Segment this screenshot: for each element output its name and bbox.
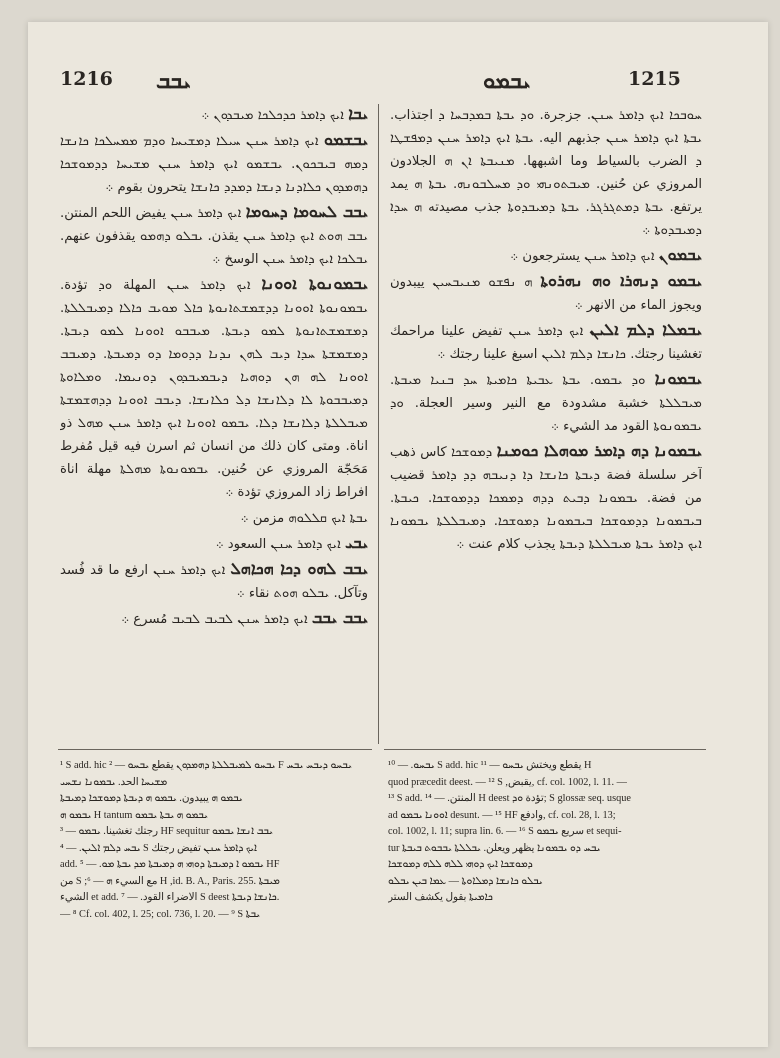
dictionary-entry: [60, 102, 368, 127]
footnote-rule-right: [384, 749, 706, 750]
entry-text: ܘܕ ܝܒܡܘ. ܝܒܬܐ ܥܒܝܬܐ ܟܐܡܝܬܐ ܚܕ ܒܢܝܐ ܡܝܒܬܐ. ܡܝܒܠܠܬܐ خشبة مشدودة مع النير وسير العجلة. ܘܕ ܝܒܡܘܢܘܬܐ القود مد الشيء ܀: [390, 373, 702, 434]
column-divider: [378, 104, 379, 744]
entry-text: ܐܝܟ ܕܐܡܪ ܚܢܢ تفيض علينا مراحمك تغشينا رجتك. ܟܐܢܫܐ ܕܠܡ ܐܠܝܢ اسبغ علينا رجتك ܀: [390, 324, 702, 362]
dictionary-entry: [390, 243, 702, 268]
footnote-line: الشيء et add. الاضراء القود. — ⁷ S deest ܟܐܢܫܐ ܕܝܒܬܐ.: [60, 892, 280, 903]
entry-text: ܚܘܒܟܐ ܐܝܟ ܕܐܡܪ ܚܢܢ. جزجرة. ܘܕ ܝܒܬܐ ܒܡܕܒܚܐ ܕ اجتذاب. ܝܒܬܐ ܐܝܟ ܕܐܡܪ ܚܢܢ جذبهم اليه. ܝܒܬܐ ܐܝܟ ܕܐܡܪ ܚܢܢ ܕܡܦܫܛܐ ܕ الضرب بالسياط وما اشبهها. ܡܢܝܒܬܐ ܐܢ ܗ الجلادون المروزي عن حُنين. ܡܝܒܬܘܢܗܝ ܘܕ ܡܚܠܒܘܢܗ. ܝܒܬܐ ܗ يمد يرتفع. ܝܒܬܐ ܕܡܬܓܪܓܪ. ܝܒܬܐ ܕܡܝܒܕܘܬܐ جذب مصيدته ܗ ܚܕܐ ܕܡܝܒܕܘܬܐ ܀: [390, 108, 702, 238]
footnote-line: — ⁸ Cf. col. 402, l. 25; col. 736, l. 20. — ⁹ S ܝܒܬܐ: [60, 908, 261, 920]
entry-lemma: ܝܒܡܘܢܐ ܕܗ ܕܐܡܪ ܡܘܗܠܐ ܟܘܡܢܐ: [496, 441, 702, 460]
dictionary-entry: [390, 269, 702, 317]
dictionary-entry: [390, 102, 702, 242]
entry-lemma: ܝܒܝ: [345, 533, 368, 552]
entry-text: ܐܝܟ ܕܐܡܪ ܟܕܟܠܟܐ ܡܝܒܕܘܢ ܀: [201, 108, 344, 123]
dictionary-entry: [60, 557, 368, 605]
dictionary-entry: [60, 200, 368, 271]
entry-lemma: ܝܒܡܘ ܕܢܗܪܐ ܘܗ ܢܗܪܘܬܐ: [540, 271, 702, 290]
dictionary-entry: [390, 318, 702, 366]
entry-text: ܐܝܟ ܕܐܡܪ ܚܢܢ ܚܝܠܐ ܕܡܫܝܚܐ ܘܕܡ ܡܡܚܠܟܐ ܟܐܢܫܐ ܕܡܗ ܒܝܒܟܘܢ. ܝܒܫܡܘ ܐܝܟ ܕܐܡܪ ܚܢܢ ܡܫܝܚܐ ܕܕܡܘܫܟܐ ܕܗܡܕܘܢ ܟܠܐܕܢܐ ܕܢܫܐ ܕܡܕܕ ܟܐܢܫܐ يتحرون بقوم ܀: [60, 134, 368, 195]
entry-lemma: ܝܒܡܘܢܐ: [654, 369, 702, 388]
footnote-line: رجتك تغشينا. ܝܒܡܘ — ³ HF sequitur ܝܒܒ ܐܢܫܐ ܝܒܡܘ: [60, 826, 273, 837]
entry-text: ܐܝܟ ܕܐܡܪ ܚܢܢ ارفع ما قد فُسد وتآكل. ܝܒܠܘ ܗܘܬ نقاء ܀: [60, 563, 368, 601]
entry-text: ܐܝܟ ܕܐܡܪ ܚܢܢ السعود ܀: [215, 537, 341, 552]
footnote-rule-left: [58, 749, 372, 750]
entry-lemma: ܝܒܒ ܠܚܘܡܐ ܕܚܘܡܐ: [245, 202, 368, 221]
entry-lemma: ܝܒܒ ܝܒܒ: [311, 608, 368, 627]
footnote-line: tur ܝܒܚ ܕܘ ܝܒܡܘܢܐ يظهر ويعلن. ܝܒܠܠܬܐ ܝܒܒܘܬ ܒܝܒܬܐ: [388, 842, 601, 854]
entry-text: ܐܝܟ ܕܐܡܪ ܚܢܢ يفيض اللحم المنتن. ܝܒܒ ܗܘܬ ܐܝܟ ܕܐܡܪ ܚܢܢ يقذن. ܝܒܠܘ ܕܗܡܘ يقذفون عنهم. ܝܒܠܟܐ ܐܝܟ ܕܐܡܪ ܚܢܢ الوسخ ܀: [60, 206, 368, 267]
entry-lemma: ܝܒܡܘܢܘܬܐ ܐܘܘܢܐ: [261, 274, 368, 293]
footnote-line: ad ܐܘܘܢܐ ܝܒܡܘ desunt. — ¹⁵ HF وادفع, cf. col. 28, l. 13;: [388, 809, 616, 821]
footnote-line: ܝܒܚ ܕܠܡ ܐܠܝܢ. — ⁴ S ܐܝܟ ܕܐܡܪ ܚܢܢ تفيض رجتك: [60, 842, 257, 854]
entry-text: ܗ ܢܦܫܘ ܡܢܝܒܚܝܢ ييبدون ويجوز الماء من الانهر ܀: [390, 275, 702, 313]
footnote-line: ܟܐܡܝܬܐ بقول يكشف الستر: [388, 892, 493, 903]
book-page: [28, 22, 768, 1047]
entry-lemma: ܝܒܫܡܘ: [323, 130, 368, 149]
entry-lemma: ܝܒܡܘܢ: [658, 245, 702, 264]
right-column: [390, 102, 702, 742]
footnote-line: ¹³ S add. المنتن. — ¹⁴ H deest تؤدة ܘܕ; S glossæ seq. usque: [388, 793, 631, 804]
dictionary-entry: [60, 272, 368, 504]
footnote-line: col. 1002, l. 11; supra lin. 6. — ¹⁶ S سريع ܝܒܡܘ et sequi-: [388, 826, 622, 837]
footnotes-right: [388, 758, 704, 1043]
entry-text: ܐܝܟ ܕܐܡܪ ܚܢܢ المهلة ܘܕ تؤدة. ܝܒܡܘܢܘܬܐ ܐܘܘܢܐ ܕܕܫܡܫܬܐܢܘܬܐ ܟܐܠ ܡܘܝܒ ܟܐܠܐ ܕܡܝܒܠܠܬܐ. ܕܡܫܡܫܬܐܢܘܬܐ ܠܡܘ ܕܝܒܬܐ. ܡܝܒܒܘ ܐܘܘܢܐ ܠܡܘ ܕܝܒܬܐ. ܕܡܫܡܫܬܐ ܚܕܐ ܕܝܒ ܠܗܢ ܢܕܢܐ ܕܕܘܡܐ ܕܘ ܕܡܝܒܬܐ. ܕܡܝܒܒ ܐܘܘܢܐ ܠܗ ܗܢ ܕܘܗܝܐ ܕܝܒܡܝܒܕܘܢ ܕܘܢܝܡܐ. ܘܡܠܐܘܬܐ ܕܡܝܒܒܘܬܐ ܠܐ ܕܠܐܢܫܐ ܕܠ ܟܠܐܢܫܐ. ܕܝܒܒ ܐܘܘܢܐ ܕܕܗܫܡܫܬܐ ܡܝܒܠܠܬܐ ܕܠܐܢܫܐ ܕܠܐ. ܝܒܡܘ ܐܘܘܢܐ ܐܝܟ ܕܐܡܪ ܚܢܢ ܡܗܠ ذو اناة. ومتى كان ذلك من انسان ثم اسرن فيه قيل مُفرط مَحَجّة المروزي عن حُنين. ܝܒܡܘܢܘܬܐ ܡܗܠܬܐ مهلة اناة افراط زاد المروزي تؤدة ܀: [60, 278, 368, 500]
footnote-line: ¹ S add. hic ܝܒܚܘ ܠܡܝܒܠܠܬܐ ܕܗܡܕܘܢ يقطع ܝܒܚܘ — ² F ܝܒܚܘ ܕܝܒܚ ܝܒܚ ܡܫܝܚܐ الحد. ܝܒܡܘܢܐ ܢܫܚܝ: [60, 760, 352, 788]
footnote-line: quod præcedit deest. — ¹² S ,يقبض, cf. col. 1002, l. 11. —: [388, 776, 627, 788]
entry-lemma: ܝܒܡܠܐ ܕܠܡ ܐܠܝܢ: [589, 320, 702, 339]
dictionary-entry: [390, 439, 702, 556]
footnote-line: add. ܝܒܡܘ ܐ ܕܡܝܒܬܐ ܕܘܗܝ ܗ ܕܡܝܒܬܐ ܡܕ ܝܒܬܐ ܡܘ. — ⁵ HF: [60, 859, 280, 870]
page-number-left: 1216: [60, 68, 113, 90]
footnote-line: ܝܒܠܘ ܟܐܢܫܐ ܕܡܠܐܘܬܐ — ܥܡܐ ܒܝܢ ܝܒܠܘ: [388, 875, 543, 887]
footnote-line: ܝܒܡܘ ܗ يبيدون. ܝܒܡܘ ܗ ܕܝܒܬܐ ܕܡܘܫܟܐ ܕܡܝܒܬܐ: [60, 793, 243, 804]
footnote-line: ܝܒܡܘ ܗ H tantum ܝܒܡܘ ܗ ܝܒܬܐ ܝܒܡܘ: [60, 809, 208, 821]
footnotes-left: [60, 758, 370, 1043]
footnote-line: من S ;مع السيء ܗ — ⁶ H ,id. B. A., Paris. 255. ܡܝܒܬܐ: [60, 875, 280, 887]
dictionary-entry: [390, 367, 702, 438]
footnote-line: ܕܡܘܫܟܐ ܐܝܟ ܕܘܗܝ ܠܠܗ ܠܠܗ ܕܡܘܫܟܐ: [388, 859, 533, 870]
page-number-right: 1215: [628, 68, 681, 90]
dictionary-entry: [60, 505, 368, 530]
dictionary-entry: [60, 606, 368, 631]
left-column: [60, 102, 368, 742]
dictionary-entry: [60, 531, 368, 556]
entry-text: ܕܡܘܫܟܐ كاس ذهب آخر سلسلة فضة ܕܝܒܬܐ ܟܐܢܫܐ ܕܐ ܕܢܝܒܗ ܕܕ ܕܐܡܪ قضيب من فضة. ܝܒܡܘܢܐ ܕܒܝܬ ܕܕܗ ܕܡܡܟܐ ܕܕܡܘܫܟܐ. ܟܝܒܬܐ. ܒܝܒܡܘܢܐ ܕܕܡܘܫܟܐ ܒܝܒܡܘܢܐ ܕܡܘܫܟܐ. ܕܡܝܒܠܠܬܐ ܝܒܡܘܢܐ ܐܝܟ ܕܐܡܪ ܝܒܬܐ ܡܝܒܠܠܬܐ ܕܝܒܬܐ يجذب كلام عنت ܀: [390, 445, 702, 552]
entry-text: ܐܝܟ ܕܐܡܪ ܚܢܢ يسترجعون ܀: [510, 249, 655, 264]
entry-text: ܐܝܟ ܕܐܡܪ ܚܢܢ ܠܒܝܒ ܠܒܝܒ مُسرع ܀: [121, 612, 308, 627]
entry-lemma: ܝܒܒ ܠܗܘ ܕܟܐ ܗܟܐܗܠ: [230, 559, 368, 578]
running-head-left: ܝܒܒ: [156, 68, 191, 94]
dictionary-entry: [60, 128, 368, 199]
running-head-right: ܝܒܡܘ: [483, 68, 531, 94]
entry-lemma: ܝܒܐ: [348, 104, 368, 123]
footnote-line: ܝܒܚܘ. — ¹⁰ S add. hic يقطع ويختش ܝܒܚܘ — ¹¹ H: [388, 760, 592, 771]
entry-text: ܝܒܬܐ ܐܝܟ ܩܠܠܘܗ مزمن ܀: [240, 511, 368, 526]
